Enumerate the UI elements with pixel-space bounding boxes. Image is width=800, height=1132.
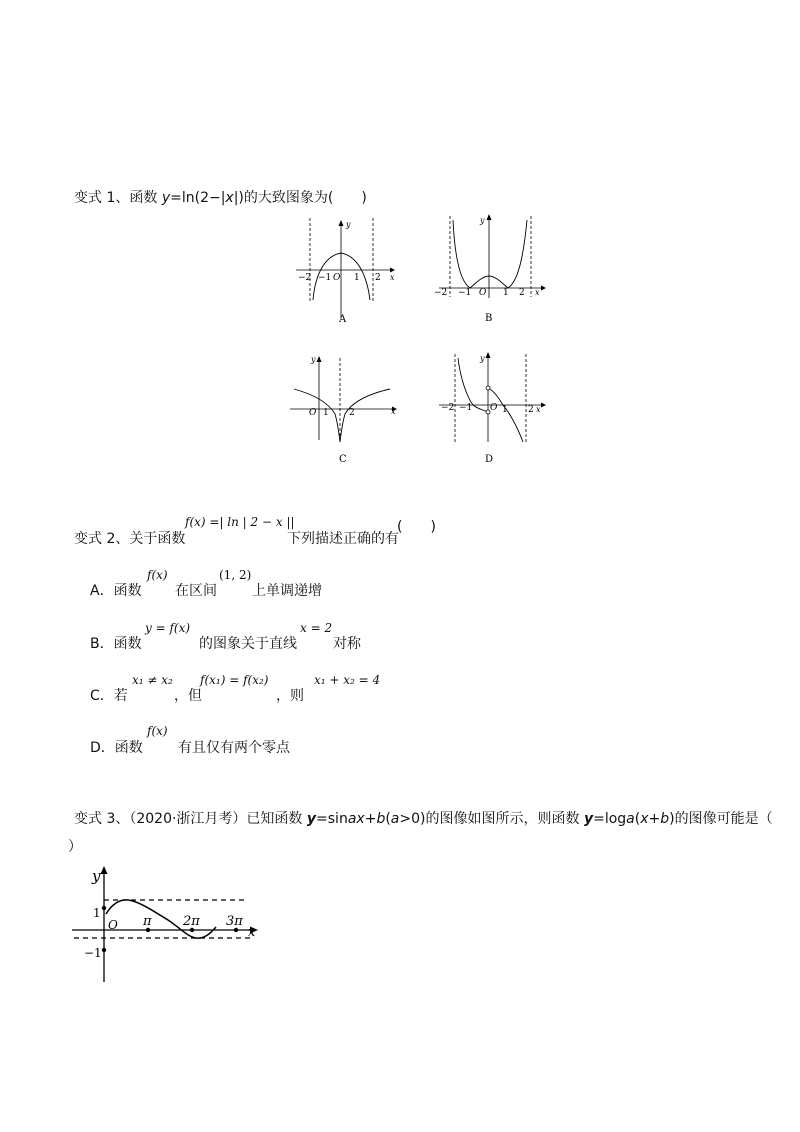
q3-y-label: y (92, 867, 101, 885)
graph-a-y-label: y (346, 220, 351, 229)
q2-option-d-post: 有且仅有两个零点 (178, 740, 290, 756)
graph-b-y-label: y (480, 216, 485, 225)
q2-option-b-mid: 的图象关于直线 (199, 636, 297, 652)
q2-option-d-m1: f(x) (147, 724, 168, 738)
q3-stem-line1 (74, 808, 773, 828)
q3-text-b: y (306, 811, 317, 827)
graph-c-x-label: x (391, 407, 396, 416)
q2-func: f(x) =| ln | 2 − x || (185, 515, 295, 529)
graph-a-tick-neg2: −2 (298, 273, 312, 283)
q3-text-d: ax (347, 811, 365, 827)
graph-d-origin: O (490, 403, 498, 413)
graph-d-tick-2: 2 (528, 405, 534, 415)
q2-desc: 下列描述正确的有 (287, 531, 399, 547)
q2-option-c-m1: x₁ ≠ x₂ (132, 673, 173, 687)
q3-text-p: b (660, 811, 670, 827)
graph-d-tick-neg1: −1 (459, 403, 473, 413)
q3-text-g: ( (385, 811, 391, 827)
q3-origin: O (108, 918, 118, 932)
q3-text-e: + (364, 811, 377, 827)
q1-label: 变式 1、函数 (74, 190, 162, 206)
q3-text-i: >0)的图像如图所示，则函数 (399, 811, 584, 827)
q1-func-eq: =ln(2−| (170, 190, 226, 206)
q1-stem (74, 187, 367, 207)
q3-sine-graph (68, 862, 268, 984)
q2-paren: ( ) (397, 519, 436, 535)
q3-tick-2pi: 2π (183, 914, 200, 929)
q2-option-b-m2: x = 2 (300, 621, 333, 635)
graph-c (288, 352, 400, 467)
graph-a-caption: A (339, 314, 347, 325)
graph-a-tick-2: 2 (375, 273, 381, 283)
q2-option-a-post: 上单调递增 (252, 583, 322, 599)
graph-d (433, 348, 548, 466)
graph-b-tick-1: 1 (503, 288, 509, 298)
graph-d-y-label: y (480, 354, 485, 363)
graph-b-tick-2: 2 (519, 288, 525, 298)
q3-text-a: 变式 3、（2020·浙江月考）已知函数 (74, 811, 307, 827)
q2-option-c-m3: x₁ + x₂ = 4 (314, 673, 381, 687)
q3-text-o: + (648, 811, 661, 827)
q3-text-n: x (640, 811, 649, 827)
q3-text-f: b (376, 811, 386, 827)
graph-d-caption: D (485, 454, 494, 465)
q2-option-c-mid2: ，则 (276, 688, 304, 704)
q3-tick-1: 1 (93, 906, 101, 920)
q2-option-a-m2: (1, 2) (219, 568, 252, 582)
q3-stem-line2: ） (68, 839, 82, 855)
graph-b-caption: B (485, 313, 493, 324)
q2-option-d-pre: D．函数 (90, 740, 143, 756)
q3-tick-pi: π (143, 914, 152, 929)
q2-option-c-m2: f(x₁) = f(x₂) (200, 673, 269, 687)
graph-a-origin: O (333, 273, 341, 283)
graph-d-x-label: x (536, 405, 541, 414)
graph-a-x-label: x (390, 273, 395, 282)
graph-a-tick-1: 1 (354, 273, 360, 283)
graph-c-y-label: y (311, 355, 316, 364)
graph-b (433, 212, 548, 324)
q3-text-h: a (390, 811, 400, 827)
graph-a-tick-neg1: −1 (318, 273, 332, 283)
q3-text-j: y (583, 811, 594, 827)
graph-b-tick-neg1: −1 (458, 288, 472, 298)
q3-x-label: x (248, 925, 256, 940)
q1-func-x: x (225, 190, 234, 206)
q3-tick-3pi: 3π (226, 914, 243, 929)
graph-a (288, 218, 398, 330)
q2-option-b-post: 对称 (333, 636, 361, 652)
q2-option-a-pre: A．函数 (90, 583, 142, 599)
graph-b-origin: O (479, 288, 487, 298)
q2-option-c-pre: C．若 (90, 688, 128, 704)
q3-text-k: =log (593, 811, 627, 827)
q3-text-l: a (626, 811, 635, 827)
q1-func-end: |)的大致图象为( ) (233, 190, 367, 206)
graph-c-origin: O (309, 408, 317, 418)
graph-c-tick-1: 1 (323, 408, 329, 418)
graph-d-tick-neg2: −2 (441, 403, 455, 413)
q3-text-m: ( (634, 811, 641, 827)
q1-func-y: y (161, 190, 171, 206)
graph-b-x-label: x (535, 288, 540, 297)
q2-label: 变式 2、关于函数 (74, 531, 186, 547)
graph-d-tick-1: 1 (502, 405, 508, 415)
q2-option-b-pre: B．函数 (90, 636, 142, 652)
q3-text-c: =sin (316, 811, 348, 827)
q2-option-a-mid: 在区间 (175, 583, 217, 599)
graph-c-caption: C (339, 454, 347, 465)
q2-option-c-mid: ，但 (174, 688, 202, 704)
graph-b-tick-neg2: −2 (434, 288, 448, 298)
q3-text-q: )的图像可能是（ (669, 811, 773, 827)
q2-option-a-m1: f(x) (147, 568, 168, 582)
q2-option-b-m1: y = f(x) (145, 621, 191, 635)
graph-c-tick-2: 2 (349, 408, 355, 418)
q3-tick-neg1: −1 (84, 946, 102, 960)
